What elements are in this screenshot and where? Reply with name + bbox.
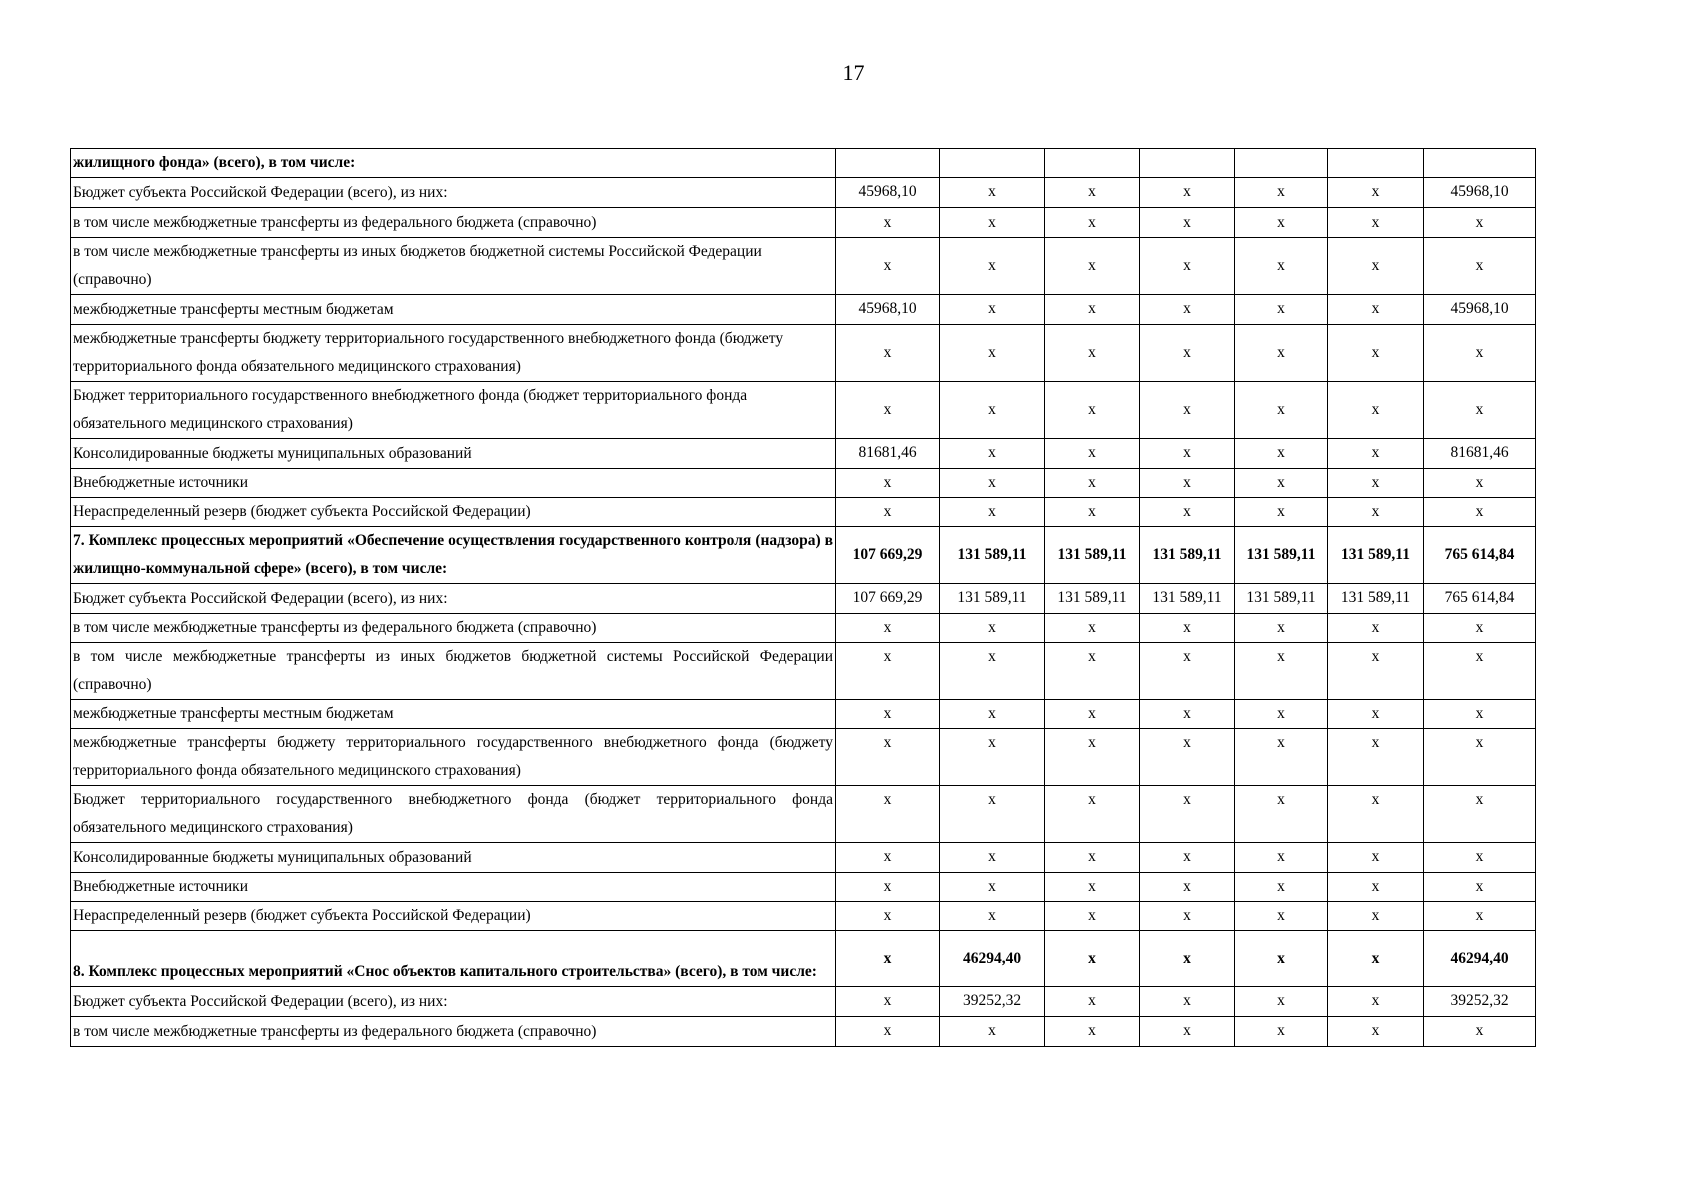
value-cell: x bbox=[836, 700, 940, 729]
value-cell: 131 589,11 bbox=[1328, 527, 1424, 584]
table-row bbox=[71, 786, 1536, 843]
value-cell: x bbox=[836, 902, 940, 931]
value-cell: x bbox=[940, 498, 1045, 527]
table-row bbox=[71, 178, 1536, 208]
value-cell: 45968,10 bbox=[836, 178, 940, 208]
value-cell: 131 589,11 bbox=[1235, 527, 1328, 584]
value-cell: x bbox=[1328, 643, 1424, 700]
value-cell: x bbox=[940, 700, 1045, 729]
row-label: межбюджетные трансферты бюджету территориального государственного внебюджетного фонда (бюджету территориального фонда обязательного медицинского страхования) bbox=[71, 729, 836, 786]
value-cell: x bbox=[1328, 700, 1424, 729]
value-cell: x bbox=[1140, 469, 1235, 498]
value-cell: 81681,46 bbox=[836, 439, 940, 469]
value-cell: x bbox=[836, 208, 940, 238]
value-cell: x bbox=[1424, 873, 1536, 902]
row-label: 8. Комплекс процессных мероприятий «Снос объектов капитального строительства» (всего), в том числе: bbox=[71, 931, 836, 987]
value-cell: x bbox=[940, 843, 1045, 873]
value-cell: x bbox=[836, 469, 940, 498]
value-cell: x bbox=[1235, 295, 1328, 325]
value-cell: 107 669,29 bbox=[836, 527, 940, 584]
value-cell: x bbox=[1328, 498, 1424, 527]
value-cell: x bbox=[1045, 325, 1140, 382]
value-cell: x bbox=[1140, 729, 1235, 786]
value-cell: x bbox=[1045, 439, 1140, 469]
row-label: межбюджетные трансферты местным бюджетам bbox=[71, 295, 836, 325]
value-cell: x bbox=[1424, 325, 1536, 382]
table-row bbox=[71, 238, 1536, 295]
table-row bbox=[71, 987, 1536, 1017]
value-cell: x bbox=[1235, 469, 1328, 498]
value-cell: x bbox=[1235, 700, 1328, 729]
value-cell: 45968,10 bbox=[1424, 178, 1536, 208]
row-label: межбюджетные трансферты местным бюджетам bbox=[71, 700, 836, 729]
value-cell: 131 589,11 bbox=[1235, 584, 1328, 614]
value-cell: x bbox=[1424, 498, 1536, 527]
value-cell: x bbox=[1328, 843, 1424, 873]
value-cell bbox=[940, 149, 1045, 178]
row-label: Бюджет территориального государственного внебюджетного фонда (бюджет территориального фонда обязательного медицинского страхования) bbox=[71, 786, 836, 843]
value-cell: x bbox=[1235, 238, 1328, 295]
value-cell: x bbox=[836, 325, 940, 382]
value-cell: x bbox=[1424, 614, 1536, 643]
row-label: Нераспределенный резерв (бюджет субъекта Российской Федерации) bbox=[71, 498, 836, 527]
value-cell: x bbox=[836, 729, 940, 786]
value-cell: x bbox=[1140, 700, 1235, 729]
value-cell: x bbox=[1328, 1017, 1424, 1047]
value-cell: 765 614,84 bbox=[1424, 584, 1536, 614]
row-label: в том числе межбюджетные трансферты из федерального бюджета (справочно) bbox=[71, 1017, 836, 1047]
value-cell: x bbox=[1424, 786, 1536, 843]
value-cell: x bbox=[1424, 643, 1536, 700]
value-cell: x bbox=[1045, 873, 1140, 902]
value-cell: x bbox=[836, 843, 940, 873]
value-cell: x bbox=[1328, 729, 1424, 786]
table-row bbox=[71, 931, 1536, 987]
value-cell: x bbox=[1140, 873, 1235, 902]
value-cell: x bbox=[1045, 382, 1140, 439]
value-cell: x bbox=[940, 643, 1045, 700]
value-cell: x bbox=[1045, 208, 1140, 238]
value-cell: x bbox=[1045, 902, 1140, 931]
value-cell: x bbox=[836, 238, 940, 295]
value-cell bbox=[836, 149, 940, 178]
value-cell: 81681,46 bbox=[1424, 439, 1536, 469]
value-cell: x bbox=[1045, 700, 1140, 729]
value-cell: x bbox=[1140, 987, 1235, 1017]
value-cell: x bbox=[1235, 614, 1328, 643]
value-cell: x bbox=[1235, 439, 1328, 469]
value-cell: x bbox=[836, 873, 940, 902]
value-cell: 765 614,84 bbox=[1424, 527, 1536, 584]
value-cell: 131 589,11 bbox=[1045, 527, 1140, 584]
value-cell: x bbox=[1140, 614, 1235, 643]
value-cell: x bbox=[1328, 382, 1424, 439]
value-cell: x bbox=[1235, 931, 1328, 987]
table-row bbox=[71, 325, 1536, 382]
value-cell: x bbox=[1328, 614, 1424, 643]
value-cell: x bbox=[836, 498, 940, 527]
value-cell: x bbox=[940, 238, 1045, 295]
value-cell: x bbox=[1424, 729, 1536, 786]
value-cell: x bbox=[1140, 902, 1235, 931]
row-label: Бюджет субъекта Российской Федерации (всего), из них: bbox=[71, 584, 836, 614]
value-cell: x bbox=[1140, 178, 1235, 208]
value-cell: x bbox=[1140, 295, 1235, 325]
value-cell: x bbox=[940, 786, 1045, 843]
value-cell bbox=[1235, 149, 1328, 178]
value-cell: x bbox=[1045, 729, 1140, 786]
value-cell: x bbox=[1235, 1017, 1328, 1047]
table-row bbox=[71, 729, 1536, 786]
value-cell: x bbox=[1140, 238, 1235, 295]
value-cell: x bbox=[1424, 1017, 1536, 1047]
value-cell: 45968,10 bbox=[1424, 295, 1536, 325]
value-cell: x bbox=[1328, 295, 1424, 325]
row-label: в том числе межбюджетные трансферты из федерального бюджета (справочно) bbox=[71, 614, 836, 643]
value-cell: x bbox=[1140, 208, 1235, 238]
value-cell: x bbox=[1235, 873, 1328, 902]
value-cell: x bbox=[940, 902, 1045, 931]
row-label: Бюджет субъекта Российской Федерации (всего), из них: bbox=[71, 178, 836, 208]
value-cell: x bbox=[1424, 238, 1536, 295]
value-cell: x bbox=[1045, 498, 1140, 527]
table-row bbox=[71, 149, 1536, 178]
value-cell bbox=[1140, 149, 1235, 178]
value-cell: x bbox=[1045, 614, 1140, 643]
value-cell bbox=[1328, 149, 1424, 178]
row-label: в том числе межбюджетные трансферты из иных бюджетов бюджетной системы Российской Федерации (справочно) bbox=[71, 238, 836, 295]
value-cell: x bbox=[1045, 843, 1140, 873]
value-cell: x bbox=[1140, 786, 1235, 843]
value-cell: x bbox=[1045, 786, 1140, 843]
value-cell: x bbox=[1328, 238, 1424, 295]
table-row bbox=[71, 208, 1536, 238]
value-cell: x bbox=[1235, 498, 1328, 527]
value-cell: x bbox=[1235, 902, 1328, 931]
value-cell bbox=[1424, 149, 1536, 178]
value-cell: x bbox=[836, 786, 940, 843]
value-cell: x bbox=[1140, 382, 1235, 439]
value-cell: x bbox=[1235, 987, 1328, 1017]
row-label: Консолидированные бюджеты муниципальных образований bbox=[71, 439, 836, 469]
table-row bbox=[71, 902, 1536, 931]
value-cell: x bbox=[940, 208, 1045, 238]
value-cell: x bbox=[1424, 208, 1536, 238]
value-cell: x bbox=[940, 439, 1045, 469]
value-cell: 131 589,11 bbox=[1140, 527, 1235, 584]
value-cell: x bbox=[1045, 1017, 1140, 1047]
value-cell: 39252,32 bbox=[1424, 987, 1536, 1017]
page-number: 17 bbox=[842, 60, 865, 85]
value-cell: 131 589,11 bbox=[1045, 584, 1140, 614]
table-row bbox=[71, 382, 1536, 439]
value-cell: 46294,40 bbox=[1424, 931, 1536, 987]
value-cell: x bbox=[1328, 931, 1424, 987]
value-cell: x bbox=[1424, 902, 1536, 931]
row-label: Нераспределенный резерв (бюджет субъекта Российской Федерации) bbox=[71, 902, 836, 931]
row-label: жилищного фонда» (всего), в том числе: bbox=[71, 149, 836, 178]
value-cell: x bbox=[1045, 295, 1140, 325]
row-label: в том числе межбюджетные трансферты из федерального бюджета (справочно) bbox=[71, 208, 836, 238]
value-cell: x bbox=[1424, 843, 1536, 873]
value-cell: x bbox=[1328, 325, 1424, 382]
value-cell: x bbox=[1235, 208, 1328, 238]
table-row bbox=[71, 1017, 1536, 1047]
table-row bbox=[71, 295, 1536, 325]
value-cell: x bbox=[1140, 843, 1235, 873]
value-cell: x bbox=[940, 469, 1045, 498]
value-cell: x bbox=[1328, 786, 1424, 843]
table-row bbox=[71, 843, 1536, 873]
value-cell: x bbox=[1328, 469, 1424, 498]
value-cell: x bbox=[1140, 1017, 1235, 1047]
value-cell: 131 589,11 bbox=[940, 584, 1045, 614]
value-cell: x bbox=[1045, 469, 1140, 498]
value-cell: 131 589,11 bbox=[1328, 584, 1424, 614]
value-cell: 107 669,29 bbox=[836, 584, 940, 614]
value-cell: 46294,40 bbox=[940, 931, 1045, 987]
value-cell: x bbox=[1328, 208, 1424, 238]
value-cell: x bbox=[1328, 178, 1424, 208]
value-cell: x bbox=[940, 873, 1045, 902]
value-cell: x bbox=[1045, 238, 1140, 295]
table-row bbox=[71, 469, 1536, 498]
value-cell: x bbox=[1235, 643, 1328, 700]
value-cell: x bbox=[1140, 325, 1235, 382]
value-cell: x bbox=[1045, 178, 1140, 208]
row-label: в том числе межбюджетные трансферты из иных бюджетов бюджетной системы Российской Федерации (справочно) bbox=[71, 643, 836, 700]
value-cell: x bbox=[836, 1017, 940, 1047]
value-cell: x bbox=[1140, 931, 1235, 987]
value-cell: 131 589,11 bbox=[1140, 584, 1235, 614]
value-cell: x bbox=[940, 178, 1045, 208]
row-label: межбюджетные трансферты бюджету территориального государственного внебюджетного фонда (бюджету территориального фонда обязательного медицинского страхования) bbox=[71, 325, 836, 382]
value-cell: 39252,32 bbox=[940, 987, 1045, 1017]
table-row bbox=[71, 498, 1536, 527]
value-cell: x bbox=[836, 931, 940, 987]
row-label: Внебюджетные источники bbox=[71, 469, 836, 498]
value-cell: x bbox=[836, 987, 940, 1017]
row-label: Бюджет территориального государственного внебюджетного фонда (бюджет территориального фонда обязательного медицинского страхования) bbox=[71, 382, 836, 439]
value-cell: x bbox=[940, 325, 1045, 382]
value-cell: 131 589,11 bbox=[940, 527, 1045, 584]
table-row bbox=[71, 643, 1536, 700]
value-cell: x bbox=[940, 295, 1045, 325]
value-cell: x bbox=[1424, 469, 1536, 498]
value-cell: x bbox=[1424, 700, 1536, 729]
value-cell: x bbox=[1328, 987, 1424, 1017]
value-cell: x bbox=[1045, 643, 1140, 700]
value-cell: x bbox=[1045, 931, 1140, 987]
row-label: 7. Комплекс процессных мероприятий «Обеспечение осуществления государственного контроля (надзора) в жилищно-коммунальной сфере» (всего), в том числе: bbox=[71, 527, 836, 584]
value-cell: x bbox=[836, 614, 940, 643]
value-cell: x bbox=[1045, 987, 1140, 1017]
value-cell: x bbox=[940, 1017, 1045, 1047]
value-cell: x bbox=[1328, 902, 1424, 931]
value-cell: x bbox=[1235, 786, 1328, 843]
table-row bbox=[71, 873, 1536, 902]
value-cell: x bbox=[940, 382, 1045, 439]
value-cell: x bbox=[836, 643, 940, 700]
value-cell: x bbox=[1235, 382, 1328, 439]
table-row bbox=[71, 584, 1536, 614]
table-row bbox=[71, 614, 1536, 643]
row-label: Бюджет субъекта Российской Федерации (всего), из них: bbox=[71, 987, 836, 1017]
table-row bbox=[71, 439, 1536, 469]
value-cell: x bbox=[1140, 498, 1235, 527]
table-row bbox=[71, 700, 1536, 729]
table-row bbox=[71, 527, 1536, 584]
value-cell: x bbox=[1235, 178, 1328, 208]
value-cell: x bbox=[1235, 729, 1328, 786]
value-cell: x bbox=[1328, 439, 1424, 469]
value-cell: x bbox=[1328, 873, 1424, 902]
budget-table bbox=[70, 148, 1536, 1047]
row-label: Внебюджетные источники bbox=[71, 873, 836, 902]
value-cell: x bbox=[1424, 382, 1536, 439]
value-cell: x bbox=[940, 614, 1045, 643]
value-cell: x bbox=[1235, 325, 1328, 382]
value-cell bbox=[1045, 149, 1140, 178]
value-cell: x bbox=[1140, 439, 1235, 469]
value-cell: x bbox=[940, 729, 1045, 786]
value-cell: x bbox=[836, 382, 940, 439]
value-cell: x bbox=[1235, 843, 1328, 873]
row-label: Консолидированные бюджеты муниципальных образований bbox=[71, 843, 836, 873]
value-cell: 45968,10 bbox=[836, 295, 940, 325]
value-cell: x bbox=[1140, 643, 1235, 700]
